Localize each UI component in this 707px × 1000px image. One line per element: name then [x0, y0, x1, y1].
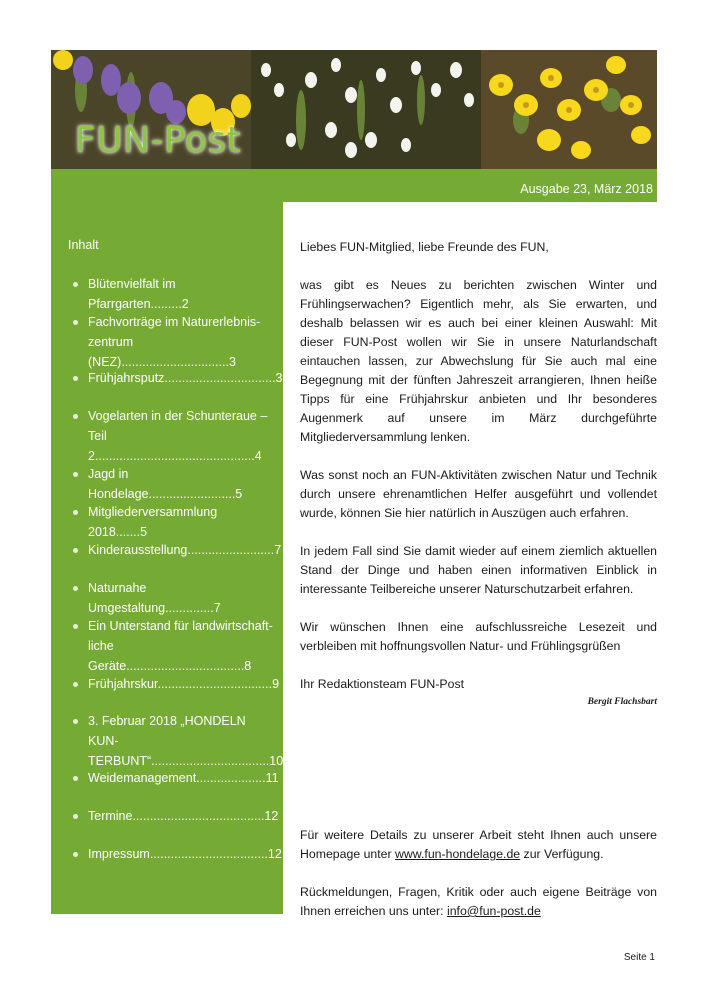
toc-item[interactable] — [73, 578, 278, 618]
letter-paragraph: Was sonst noch an FUN-Aktivitäten zwischen Natur und Technik durch unsere ehrenamtlichen Helfer ausgeführt und vollendet wurde, können Sie hier natürlich in Auszügen auch erfahren. — [300, 468, 657, 520]
toc-item-label: Naturnahe Umgestaltung..............7 — [88, 581, 221, 615]
toc-item[interactable] — [73, 368, 283, 388]
signature: Bergit Flachsbart — [587, 697, 657, 707]
toc-sidebar — [51, 202, 283, 914]
contact-section — [300, 826, 657, 921]
email-link[interactable]: info@fun-post.de — [446, 904, 541, 918]
toc-item-label: Ein Unterstand für landwirtschaft-liche Geräte..................................8 — [88, 619, 273, 673]
bullet-icon — [73, 376, 78, 381]
toc-item[interactable] — [73, 502, 278, 542]
toc-item-label: Weidemanagement....................11 — [88, 771, 279, 785]
homepage-text: Für weitere Details zu unserer Arbeit steht Ihnen auch unsere Homepage unter — [300, 828, 657, 861]
toc-item-label: Frühjahrskur.................................9 — [88, 677, 280, 691]
toc-item-label: Fachvorträge im Naturerlebnis-zentrum (NEZ)...............................3 — [88, 315, 261, 369]
toc-item-label: Kinderausstellung.........................7 — [88, 543, 282, 557]
bullet-icon — [73, 320, 78, 325]
issue-ribbon — [51, 169, 657, 202]
toc-item[interactable] — [73, 616, 278, 676]
letter-paragraph: In jedem Fall sind Sie damit wieder auf einem ziemlich aktuellen Stand der Dinge und haben einen informativen Einblick in interessante Teilbereiche unserer Naturschutzarbeit erfahren. — [300, 544, 657, 596]
toc-item-label: Mitgliederversammlung 2018.......5 — [88, 505, 218, 539]
toc-item[interactable] — [73, 312, 278, 372]
toc-item-label: Impressum..................................12 — [88, 847, 282, 861]
toc-item-label: Frühjahrsputz................................3 — [88, 371, 283, 385]
toc-item[interactable] — [73, 806, 278, 826]
toc-item[interactable] — [73, 274, 278, 314]
editorial-letter — [300, 238, 657, 694]
feedback-paragraph — [300, 883, 657, 921]
toc-item[interactable] — [73, 768, 278, 788]
closing: Ihr Redaktionsteam FUN-Post — [300, 677, 465, 691]
homepage-link[interactable]: www.fun-hondelage.de — [395, 847, 521, 861]
toc-item[interactable] — [73, 464, 278, 504]
toc-item[interactable] — [73, 540, 282, 560]
issue-label: Ausgabe 23, März 2018 — [520, 182, 653, 196]
page-number: Seite 1 — [623, 952, 655, 963]
bullet-icon — [73, 624, 78, 629]
toc-heading: Inhalt — [68, 238, 99, 252]
toc-item-label: Vogelarten in der Schunteraue – Teil 2..............................................4 — [88, 409, 268, 463]
bullet-icon — [73, 548, 78, 553]
bullet-icon — [73, 814, 78, 819]
bullet-icon — [73, 719, 78, 724]
toc-item-label: 3. Februar 2018 „HONDELN KUN-TERBUNT“..................................10 — [88, 714, 284, 768]
toc-item[interactable] — [73, 406, 278, 466]
toc-item-label: Jagd in Hondelage.........................5 — [88, 467, 243, 501]
greeting: Liebes FUN-Mitglied, liebe Freunde des FUN, — [300, 240, 549, 254]
bullet-icon — [73, 852, 78, 857]
bullet-icon — [73, 586, 78, 591]
toc-item[interactable] — [73, 711, 284, 771]
bullet-icon — [73, 776, 78, 781]
toc-item[interactable] — [73, 674, 278, 694]
bullet-icon — [73, 282, 78, 287]
toc-item-label: Termine......................................12 — [88, 809, 279, 823]
toc-item-label: Blütenvielfalt im Pfarrgarten.........2 — [88, 277, 189, 311]
toc-item[interactable] — [73, 844, 282, 864]
header-photo — [51, 50, 657, 169]
homepage-text-end: zur Verfügung. — [520, 847, 604, 861]
feedback-text: Rückmeldungen, Fragen, Kritik oder auch eigene Beiträge von Ihnen erreichen uns unter: — [300, 885, 657, 918]
letter-paragraph: was gibt es Neues zu berichten zwischen Winter und Frühlingserwachen? Eigentlich mehr, als Sie erwarten, und deshalb belassen wir es auch bei einer kleinen Auswahl: Mit dieser FUN-Post wollen wir Sie in unsere Naturlandschaft eintauchen lassen, zur Abwechslung für Sie auch mal eine Begegnung mit der fünften Jahreszeit arrangieren, Ihnen heiße Tipps für eine Frühjahrskur anbieten und Ihr besonderes Augenmerk auf unsere im März durchgeführte Mitgliederversammlung lenken. — [300, 278, 657, 444]
newsletter-title: FUN-Post — [75, 120, 242, 161]
homepage-paragraph — [300, 826, 657, 864]
letter-paragraph: Wir wünschen Ihnen eine aufschlussreiche Lesezeit und verbleiben mit hoffnungsvollen Natur- und Frühlingsgrüßen — [300, 620, 657, 653]
bullet-icon — [73, 414, 78, 419]
bullet-icon — [73, 510, 78, 515]
bullet-icon — [73, 472, 78, 477]
bullet-icon — [73, 682, 78, 687]
